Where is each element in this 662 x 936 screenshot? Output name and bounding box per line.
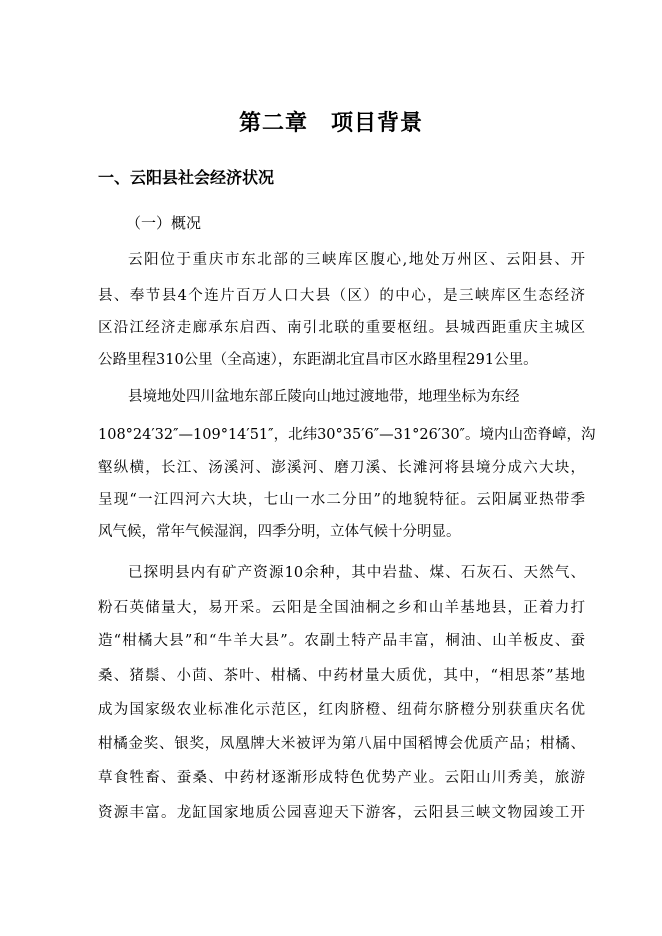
text-line: 县、奉节县4个连片百万人口大县（区）的中心，是三峡库区生态经济 bbox=[98, 288, 585, 304]
text-line: 云阳位于重庆市东北部的三峡库区腹心,地处万州区、云阳县、开 bbox=[128, 252, 585, 268]
section-heading: 一、云阳县社会经济状况 bbox=[98, 168, 275, 187]
text-line: 区沿江经济走廊承东启西、南引北联的重要枢纽。县城西距重庆主城区 bbox=[98, 320, 585, 336]
text-line: 壑纵横，长江、汤溪河、澎溪河、磨刀溪、长滩河将县境分成六大块， bbox=[98, 460, 585, 476]
text-line: 呈现“一江四河六大块，七山一水二分田”的地貌特征。云阳属亚热带季 bbox=[98, 492, 585, 508]
text-line: 108°24′32″—109°14′51″，北纬30°35′6″—31°26′30″。境内山峦脊嶂，沟 bbox=[98, 427, 596, 443]
text-line: 资源丰富。龙缸国家地质公园喜迎天下游客，云阳县三峡文物园竣工开 bbox=[98, 805, 585, 821]
text-line: 草食牲畜、蚕桑、中药材逐渐形成特色优势产业。云阳山川秀美，旅游 bbox=[98, 770, 585, 786]
text-line: 县境地处四川盆地东部丘陵向山地过渡地带，地理坐标为东经 bbox=[128, 389, 520, 405]
text-line: 成为国家级农业标准化示范区，红肉脐橙、纽荷尔脐橙分别获重庆名优 bbox=[98, 702, 585, 718]
text-line: 风气候，常年气候湿润，四季分明，立体气候十分明显。 bbox=[98, 524, 461, 540]
text-line: 公路里程310公里（全高速），东距湖北宜昌市区水路里程291公里。 bbox=[98, 352, 538, 368]
text-line: 已探明县内有矿产资源10余种，其中岩盐、煤、石灰石、天然气、 bbox=[128, 565, 585, 581]
text-line: 粉石英储量大，易开采。云阳是全国油桐之乡和山羊基地县，正着力打 bbox=[98, 600, 585, 616]
subsection-heading: （一）概况 bbox=[126, 214, 202, 232]
text-line: 桑、猪鬃、小茴、茶叶、柑橘、中药材量大质优，其中，“相思茶”基地 bbox=[98, 668, 585, 684]
chapter-title: 第二章 项目背景 bbox=[238, 111, 423, 136]
text-line: 柑橘金奖、银奖，凤凰牌大米被评为第八届中国稻博会优质产品；柑橘、 bbox=[98, 736, 585, 752]
text-line: 造“柑橘大县”和“牛羊大县”。农副土特产品丰富，桐油、山羊板皮、蚕 bbox=[98, 633, 585, 649]
